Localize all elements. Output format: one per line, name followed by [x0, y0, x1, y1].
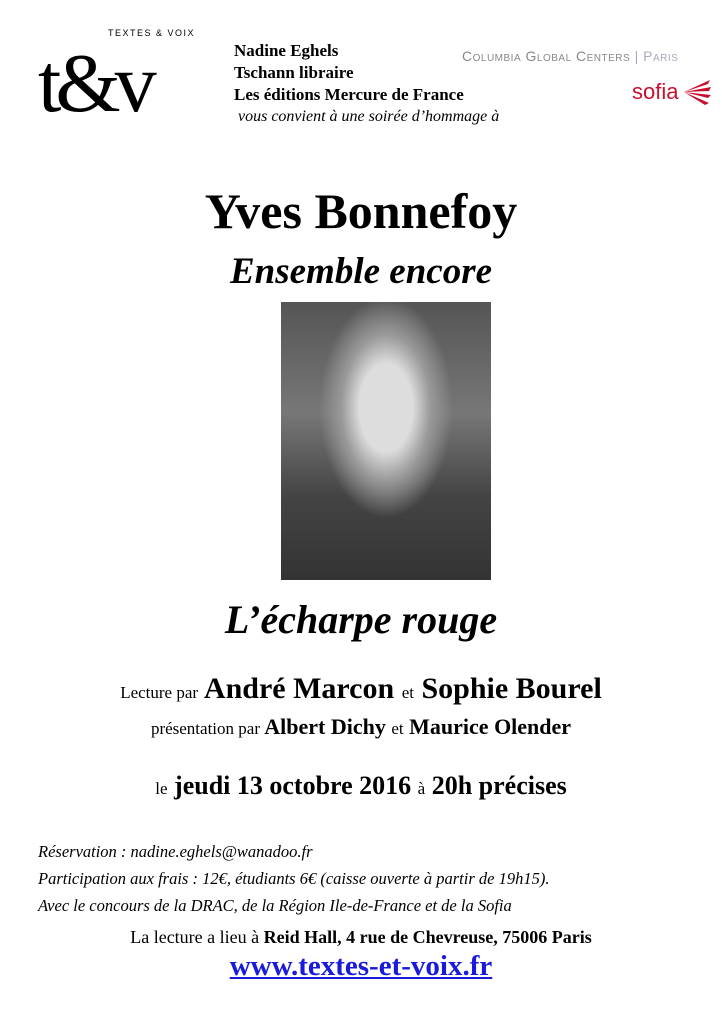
and-text: et [391, 719, 404, 738]
date-time: 20h précises [431, 771, 567, 800]
venue-address: Reid Hall, 4 rue de Chevreuse, 75006 Paris [263, 927, 592, 947]
reservation-info: Réservation : nadine.eghels@wanadoo.fr [38, 842, 313, 861]
presenter: Albert Dichy [264, 714, 386, 739]
event-date [0, 771, 722, 801]
organizer: Tschann libraire [234, 63, 354, 82]
author-photo [281, 302, 491, 580]
presenter: Maurice Olender [409, 714, 572, 739]
sofia-logo [632, 78, 712, 106]
sponsors-info: Avec le concours de la DRAC, de la Région Ile-de-France et de la Sofia [38, 896, 512, 915]
presenters-line [0, 714, 722, 740]
columbia-name: Columbia Global Centers [462, 48, 631, 64]
organizer: Les éditions Mercure de France [234, 85, 464, 104]
separator: | [634, 48, 639, 64]
and-text: et [401, 683, 414, 702]
at-text: à [417, 779, 426, 798]
sofia-icon [682, 78, 712, 106]
price-info: Participation aux frais : 12€, étudiants 6€ (caisse ouverte à partir de 19h15). [38, 869, 550, 888]
venue-line [0, 927, 722, 948]
reader: André Marcon [203, 672, 395, 705]
reading-prefix: Lecture par [120, 683, 199, 702]
sofia-name: sofia [632, 79, 679, 104]
date-day: jeudi 13 octobre 2016 [174, 771, 412, 800]
reader: Sophie Bourel [421, 672, 602, 705]
event-subtitle: Ensemble encore [229, 251, 493, 292]
textes-et-voix-logo: t&v [38, 37, 151, 130]
readers-line [0, 672, 722, 706]
invitation-text: vous convient à une soirée d’hommage à [238, 108, 500, 125]
columbia-city: Paris [643, 48, 679, 64]
presentation-prefix: présentation par [150, 719, 260, 738]
columbia-logo [462, 48, 678, 64]
author-name: Yves Bonnefoy [204, 183, 518, 239]
date-prefix: le [155, 779, 168, 798]
logo-name: TEXTES & VOIX [108, 28, 196, 38]
website-link[interactable]: www.textes-et-voix.fr [229, 950, 493, 982]
venue-prefix: La lecture a lieu à [130, 927, 260, 947]
piece-title: L’écharpe rouge [224, 597, 498, 642]
organizer: Nadine Eghels [234, 41, 339, 60]
